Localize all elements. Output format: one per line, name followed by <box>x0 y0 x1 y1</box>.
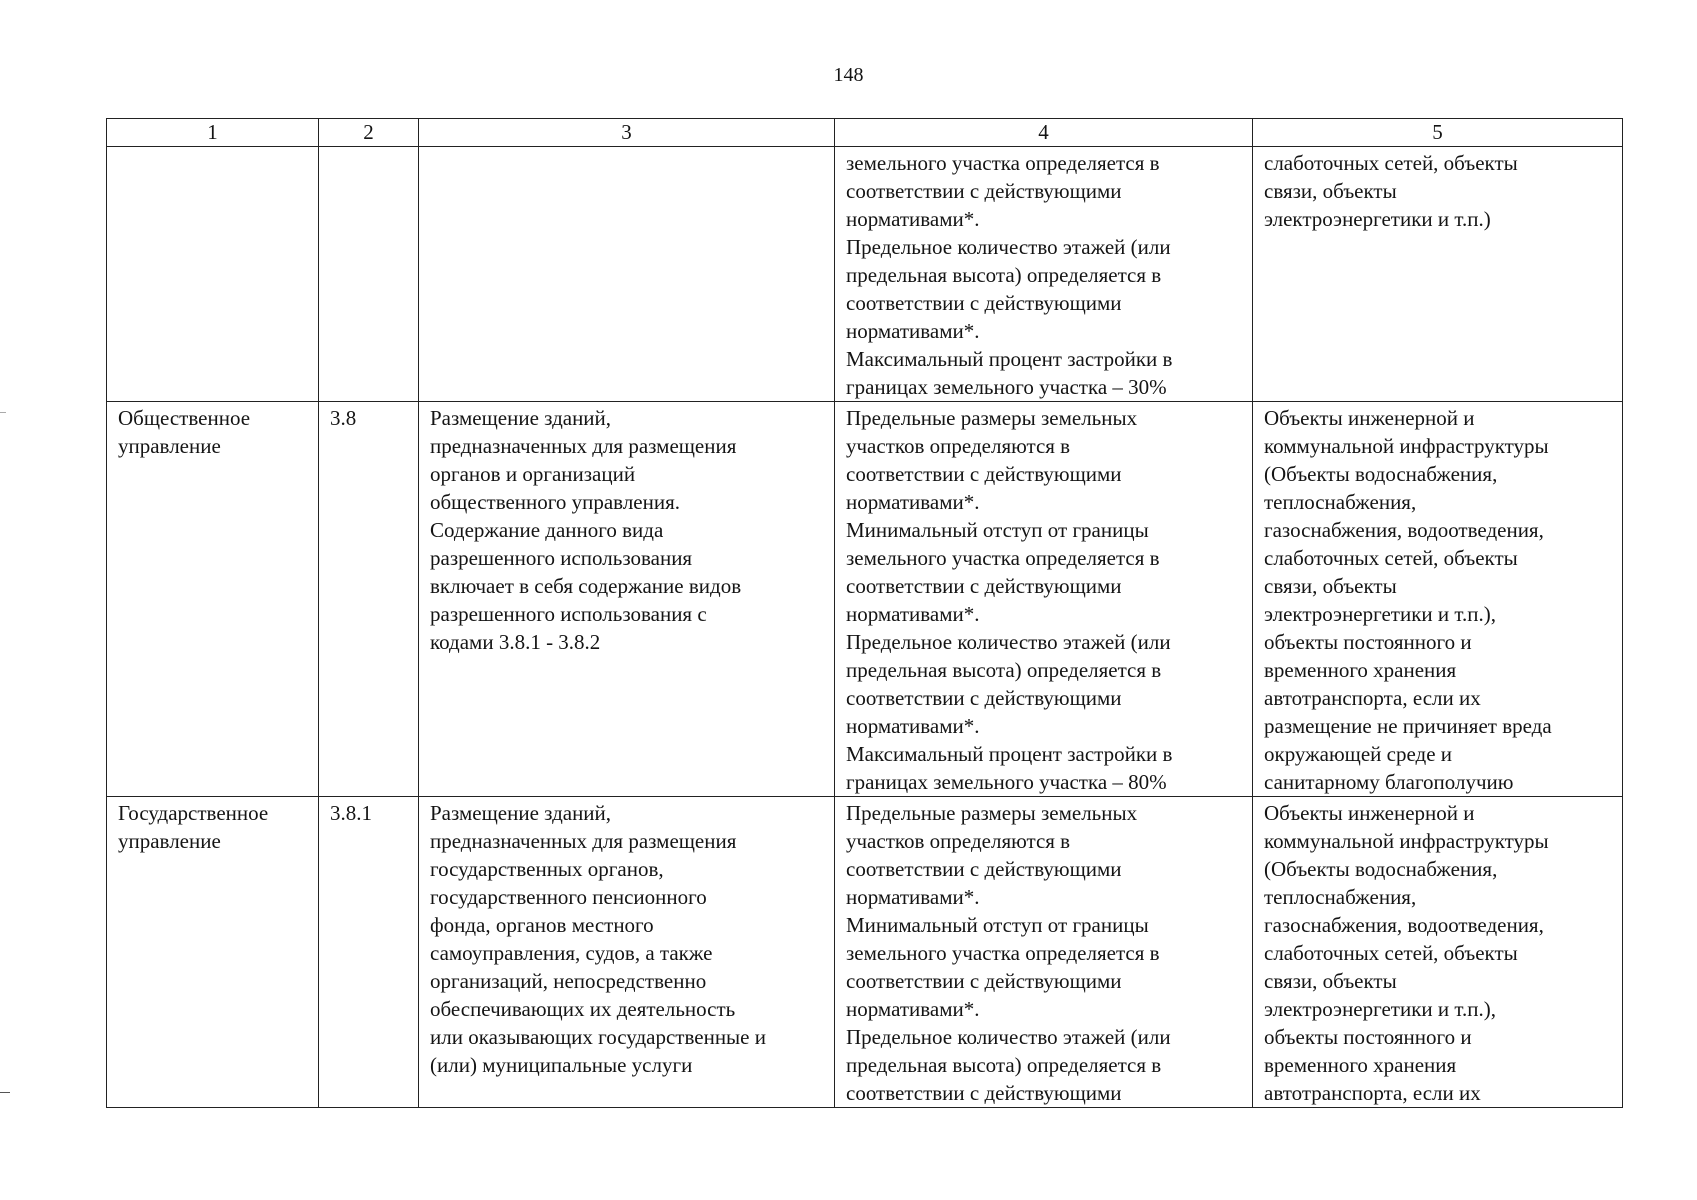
use-code: 3.8.1 <box>330 801 372 825</box>
header-col-5: 5 <box>1253 119 1623 147</box>
use-code-cell <box>319 147 419 402</box>
auxiliary-uses: Объекты инженерной и коммунальной инфраструктуры (Объекты водоснабжения, теплоснабжения, газоснабжения, водоотведения, слаботочных сетей, объекты связи, объекты электроэнергетики и т.п.), объекты постоянного и временного хранения автотранспорта, если их <box>1264 801 1549 1105</box>
scan-edge-mark <box>0 412 6 413</box>
auxiliary-uses: Объекты инженерной и коммунальной инфраструктуры (Объекты водоснабжения, теплоснабжения, газоснабжения, водоотведения, слаботочных сетей, объекты связи, объекты электроэнергетики и т.п.), объекты постоянного и временного хранения автотранспорта, если их размещение не причиняет вреда окружающей среде и санитарному благополучию <box>1264 406 1552 794</box>
page-number: 148 <box>833 64 864 86</box>
header-col-4: 4 <box>835 119 1253 147</box>
land-use-table <box>106 118 1623 1108</box>
use-code-cell <box>319 797 419 1108</box>
use-code-cell <box>319 402 419 797</box>
table-row <box>107 797 1623 1108</box>
use-parameters: Предельные размеры земельных участков определяются в соответствии с действующими нормативами*. Минимальный отступ от границы земельного участка определяется в соответствии с действующими нормативами*. Предельное количество этажей (или предельная высота) определяется в соответствии с действующими <box>846 801 1171 1105</box>
use-parameters-cell <box>835 402 1253 797</box>
use-name: Государственное управление <box>118 801 269 853</box>
auxiliary-uses-cell <box>1253 797 1623 1108</box>
table-header <box>107 119 1623 147</box>
use-name: Общественное управление <box>118 406 251 458</box>
use-name-cell <box>107 147 319 402</box>
header-col-2: 2 <box>319 119 419 147</box>
use-name-cell <box>107 797 319 1108</box>
use-description: Размещение зданий, предназначенных для размещения органов и организаций общественного управления. Содержание данного вида разрешенного использования включает в себя содержание видов разрешенного использования с кодами 3.8.1 - 3.8.2 <box>430 406 742 654</box>
table-row <box>107 147 1623 402</box>
header-row <box>107 119 1623 147</box>
use-parameters-cell <box>835 797 1253 1108</box>
use-parameters-cell <box>835 147 1253 402</box>
use-parameters: Предельные размеры земельных участков определяются в соответствии с действующими нормативами*. Минимальный отступ от границы земельного участка определяется в соответствии с действующими нормативами*. Предельное количество этажей (или предельная высота) определяется в соответствии с действующими нормативами*. Максимальный процент застройки в границах земельного участка – 80% <box>846 406 1173 794</box>
header-col-1: 1 <box>107 119 319 147</box>
header-col-3: 3 <box>419 119 835 147</box>
auxiliary-uses: слаботочных сетей, объекты связи, объекты электроэнергетики и т.п.) <box>1264 151 1518 231</box>
auxiliary-uses-cell <box>1253 402 1623 797</box>
use-code: 3.8 <box>330 406 357 430</box>
table-row <box>107 402 1623 797</box>
use-parameters: земельного участка определяется в соответствии с действующими нормативами*. Предельное количество этажей (или предельная высота) определяется в соответствии с действующими нормативами*. Максимальный процент застройки в границах земельного участка – 30% <box>846 151 1173 399</box>
scan-edge-mark <box>0 1092 10 1093</box>
use-description-cell <box>419 402 835 797</box>
use-description-cell <box>419 147 835 402</box>
use-description-cell <box>419 797 835 1108</box>
use-name-cell <box>107 402 319 797</box>
auxiliary-uses-cell <box>1253 147 1623 402</box>
table-body <box>107 147 1623 1108</box>
use-description: Размещение зданий, предназначенных для размещения государственных органов, государственного пенсионного фонда, органов местного самоуправления, судов, а также организаций, непосредственно обеспечивающих их деятельность или оказывающих государственные и (или) муниципальные услуги <box>430 801 766 1077</box>
